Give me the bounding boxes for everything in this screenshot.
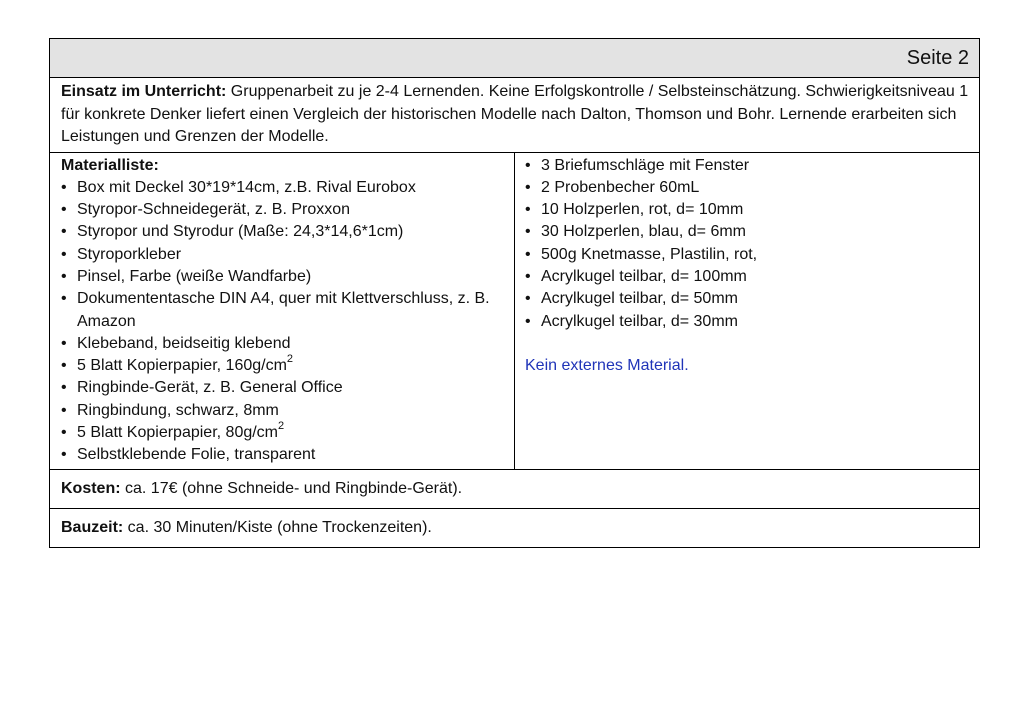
- list-item: • Ringbindung, schwarz, 8mm: [61, 400, 508, 422]
- kosten-section: [50, 469, 979, 508]
- list-item: • 10 Holzperlen, rot, d= 10mm: [525, 199, 971, 221]
- list-item: • 500g Knetmasse, Plastilin, rot,: [525, 244, 971, 266]
- page-number-label: Seite 2: [906, 47, 969, 69]
- superscript: 2: [286, 352, 294, 365]
- bullet-glyph: •: [61, 446, 67, 464]
- bauzeit-section: [50, 508, 979, 547]
- list-item: • Selbstklebende Folie, transparent: [61, 444, 508, 466]
- bullet-glyph: •: [61, 245, 67, 263]
- bullet-glyph: •: [525, 290, 531, 308]
- materialliste-left-list: [61, 177, 508, 467]
- bullet-glyph: •: [525, 312, 531, 330]
- bullet-glyph: •: [525, 156, 531, 174]
- bullet-glyph: •: [525, 245, 531, 263]
- bauzeit-text: ca. 30 Minuten/Kiste (ohne Trockenzeiten).: [123, 518, 432, 536]
- list-item: • Styropor-Schneidegerät, z. B. Proxxon: [61, 199, 508, 221]
- bauzeit-label: Bauzeit:: [61, 518, 124, 536]
- materialliste-left-column: [50, 153, 515, 469]
- list-item: • Styroporkleber: [61, 244, 508, 266]
- list-item: • Klebeband, beidseitig klebend: [61, 333, 508, 355]
- einsatz-label: Einsatz im Unterricht:: [61, 83, 227, 100]
- superscript: 2: [278, 419, 285, 432]
- bullet-glyph: •: [61, 357, 67, 375]
- bullet-glyph: •: [61, 290, 67, 308]
- bullet-glyph: •: [61, 267, 67, 285]
- page-header: [50, 39, 979, 77]
- bullet-glyph: •: [525, 223, 531, 241]
- materialliste-right-list: [525, 155, 971, 333]
- list-item: • Ringbinde-Gerät, z. B. General Office: [61, 377, 508, 399]
- bullet-glyph: •: [61, 178, 67, 196]
- bullet-glyph: •: [61, 223, 67, 241]
- bullet-glyph: •: [61, 379, 67, 397]
- bullet-glyph: •: [61, 334, 67, 352]
- list-item: • Box mit Deckel 30*19*14cm, z.B. Rival Eurobox: [61, 177, 508, 199]
- no-external-material-note: Kein externes Material.: [525, 356, 689, 374]
- list-item: • Acrylkugel teilbar, d= 50mm: [525, 288, 971, 310]
- list-item: • Acrylkugel teilbar, d= 30mm: [525, 311, 971, 333]
- list-item: • 5 Blatt Kopierpapier, $80g/cm^2$: [61, 422, 508, 444]
- list-item: • 5 Blatt Kopierpapier, $160g/cm^2$: [61, 355, 508, 377]
- info-table: [49, 38, 980, 548]
- bullet-glyph: •: [61, 424, 67, 442]
- list-item: • 2 Probenbecher 60mL: [525, 177, 971, 199]
- materialliste-section: [50, 152, 979, 469]
- materialliste-right-column: [515, 153, 979, 469]
- list-item: • Dokumententasche DIN A4, quer mit Klettverschluss, z. B. Amazon: [61, 290, 490, 330]
- bullet-glyph: •: [61, 201, 67, 219]
- einsatz-text: Gruppenarbeit zu je 2-4 Lernenden. Keine Erfolgskontrolle / Selbsteinschätzung. Schwierigkeitsniveau 1 für konkrete Denker liefert einen Vergleich der historischen Modelle nach Dalton, Thomson und Bohr. Lernende erarbeiten sich Leistungen und Grenzen der Modelle.: [61, 83, 969, 145]
- list-item: • Acrylkugel teilbar, d= 100mm: [525, 266, 971, 288]
- bullet-glyph: •: [61, 401, 67, 419]
- list-item: • 30 Holzperlen, blau, d= 6mm: [525, 221, 971, 243]
- kosten-text: ca. 17€ (ohne Schneide- und Ringbinde-Gerät).: [120, 479, 463, 497]
- bullet-glyph: •: [525, 178, 531, 196]
- bullet-glyph: •: [525, 267, 531, 285]
- bullet-glyph: •: [525, 201, 531, 219]
- list-item: • Pinsel, Farbe (weiße Wandfarbe): [61, 266, 508, 288]
- list-item: • 3 Briefumschläge mit Fenster: [525, 155, 971, 177]
- materialliste-label: Materialliste:: [61, 156, 159, 174]
- einsatz-section: [50, 77, 979, 152]
- kosten-label: Kosten:: [61, 479, 121, 497]
- list-item: • Styropor und Styrodur (Maße: 24,3*14,6*1cm): [61, 221, 508, 243]
